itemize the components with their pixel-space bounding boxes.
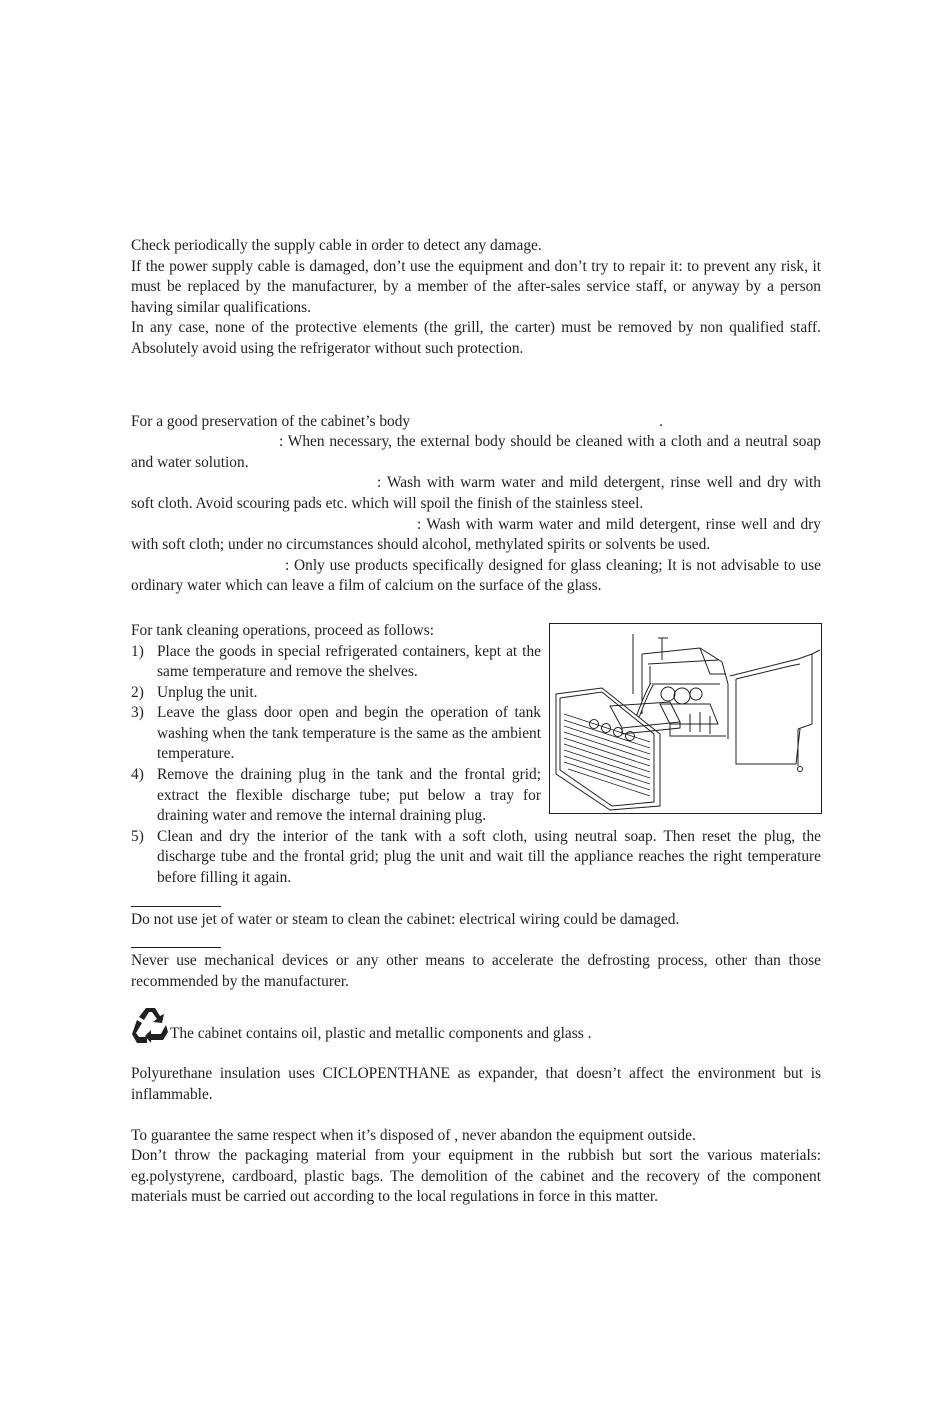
- cable-damage-paragraph: If the power supply cable is damaged, don’t use the equipment and don’t try to repair it: to prevent any risk, it must be replaced by the manufacturer, by a member of the after-sales service staff, or anyway by a person having similar qualifications.: [131, 257, 821, 316]
- list-item: 2) Unplug the unit.: [131, 683, 258, 701]
- tank-cleaning-illustration: [549, 623, 822, 814]
- list-item: 5) Clean and dry the interior of the tank with a soft cloth, using neutral soap. Then reset the plug, the discharge tube and the frontal grid; plug the unit and wait till the appliance reaches the right temperature before filling it again.: [131, 827, 821, 887]
- recycle-icon: [131, 1006, 169, 1044]
- tank-steps-list-cont: [131, 827, 821, 889]
- disposal-paragraph: To guarantee the same respect when it’s disposed of , never abandon the equipment outside.: [131, 1126, 696, 1144]
- environment-line: [131, 1006, 821, 1044]
- warning-divider: [131, 906, 221, 907]
- components-text: The cabinet contains oil, plastic and metallic components and glass .: [170, 1024, 592, 1042]
- external-body-paragraph: : When necessary, the external body should be cleaned with a cloth and a neutral soap and water solution.: [131, 433, 821, 471]
- protection-paragraph: In any case, none of the protective elements (the grill, the carter) must be removed by non qualified staff. Absolutely avoid using the refrigerator without such protection.: [131, 319, 821, 357]
- warning-defrost-paragraph: Never use mechanical devices or any other means to accelerate the defrosting process, other than those recommended by the manufacturer.: [131, 952, 821, 990]
- manual-page: [131, 236, 821, 1208]
- warning-divider: [131, 947, 221, 948]
- tank-intro: For tank cleaning operations, proceed as follows:: [131, 621, 435, 639]
- list-item: 4) Remove the draining plug in the tank and the frontal grid; extract the flexible discharge tube; put below a tray for draining water and remove the internal draining plug.: [131, 766, 541, 825]
- list-item: 3) Leave the glass door open and begin the operation of tank washing when the tank temperature is the same as the ambient temperature.: [131, 704, 541, 763]
- tank-cleaning-section: [131, 621, 821, 889]
- stainless-steel-paragraph: : Wash with warm water and mild detergent, rinse well and dry with soft cloth. Avoid scouring pads etc. which will spoil the finish of the stainless steel.: [131, 474, 821, 512]
- tank-steps-list: [131, 642, 541, 827]
- glass-paragraph: : Only use products specifically designed for glass cleaning; It is not advisable to use ordinary water which can leave a film of calcium on the surface of the glass.: [131, 556, 821, 595]
- packaging-paragraph: Don’t throw the packaging material from your equipment in the rubbish but sort the various materials: eg.polystyrene, cardboard, plastic bags. The demolition of the cabinet and the recovery of the component materials must be carried out according to the local regulations in force in this matter.: [131, 1147, 821, 1206]
- cable-check-paragraph: Check periodically the supply cable in order to detect any damage.: [131, 237, 542, 254]
- list-item: 1) Place the goods in special refrigerated containers, kept at the same temperature and remove the shelves.: [131, 642, 541, 681]
- cleaning-intro: For a good preservation of the cabinet’s body .: [131, 412, 663, 430]
- warning-water-paragraph: Do not use jet of water or steam to clean the cabinet: electrical wiring could be damaged.: [131, 910, 680, 928]
- insulation-paragraph: Polyurethane insulation uses CICLOPENTHANE as expander, that doesn’t affect the environment but is inflammable.: [131, 1065, 821, 1103]
- plastic-parts-paragraph: : Wash with warm water and mild detergent, rinse well and dry with soft cloth; under no circumstances should alcohol, methylated spirits or solvents be used.: [131, 515, 821, 554]
